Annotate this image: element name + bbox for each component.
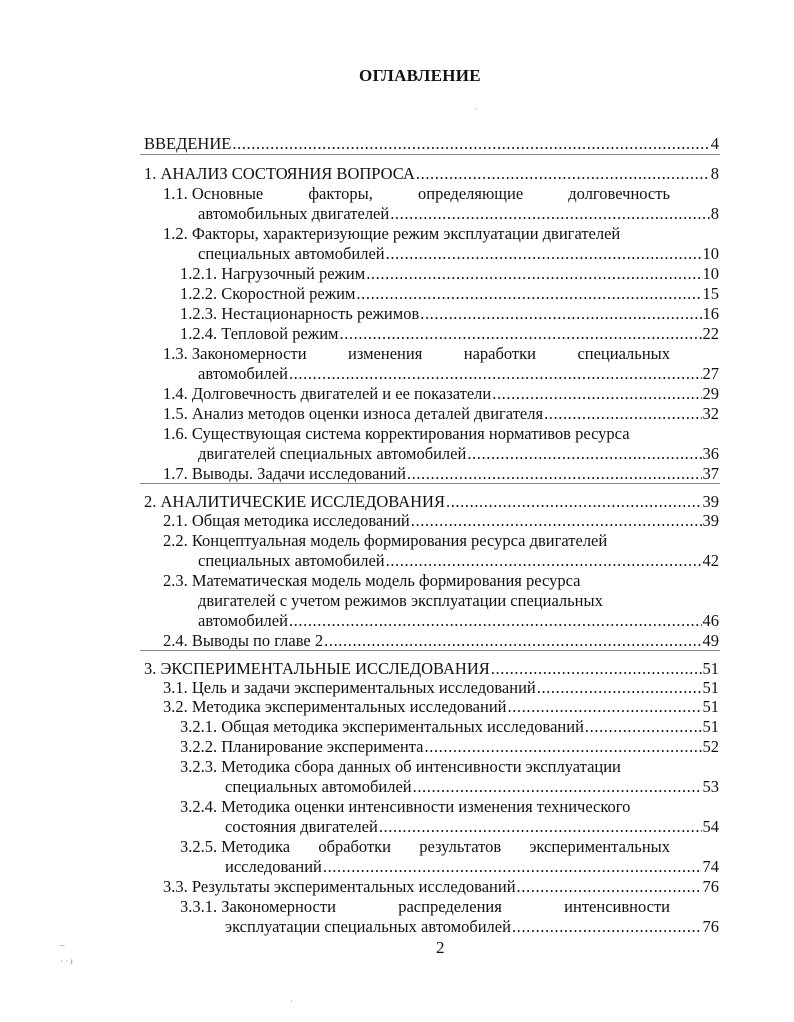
entry-page: 46 [702, 611, 719, 630]
dot-leader [356, 284, 701, 304]
toc-entry-3-2-4-line1 [180, 797, 630, 817]
entry-page: 22 [702, 324, 719, 343]
entry-page: 16 [702, 304, 719, 323]
entry-page: 76 [702, 917, 719, 936]
entry-title: 3.1. Цель и задачи экспериментальных исследований [163, 678, 536, 697]
entry-page: 4 [710, 134, 719, 153]
toc-entry-3-2-5[interactable] [225, 857, 719, 877]
toc-entry-3-2-3-line1 [180, 757, 621, 777]
toc-entry-2-3-line1 [163, 571, 580, 591]
entry-page: 51 [702, 697, 719, 716]
entry-title: специальных автомобилей [225, 777, 412, 796]
scan-speck: · [290, 996, 293, 1006]
word: факторы, [308, 184, 373, 203]
word: долговечность [568, 184, 670, 203]
toc-entry-1-3[interactable] [198, 364, 719, 384]
divider [140, 154, 720, 155]
entry-page: 36 [702, 444, 719, 463]
word: определяющие [417, 184, 524, 203]
entry-page: 8 [710, 164, 719, 183]
toc-entry-1-2-3[interactable] [180, 304, 719, 324]
entry-title: состояния двигателей [225, 817, 378, 836]
dot-leader [379, 817, 702, 837]
word: 3.2.5. Методика [180, 837, 291, 856]
dot-leader [386, 244, 702, 264]
entry-title: эксплуатации специальных автомобилей [225, 917, 511, 936]
toc-entry-chapter-3[interactable] [144, 659, 719, 679]
entry-page: 37 [702, 464, 719, 483]
dot-leader [585, 717, 702, 737]
entry-page: 39 [702, 511, 719, 530]
entry-page: 42 [702, 551, 719, 570]
toc-entry-2-3-line2 [198, 591, 603, 611]
entry-title: автомобилей [198, 611, 288, 630]
dot-leader [386, 551, 702, 571]
toc-entry-introduction[interactable] [144, 134, 719, 154]
dot-leader [467, 444, 701, 464]
toc-entry-1-6-line1 [163, 424, 630, 444]
entry-title: 2. АНАЛИТИЧЕСКИЕ ИССЛЕДОВАНИЯ [144, 492, 445, 511]
word: 3.3.1. Закономерности [180, 897, 336, 916]
scan-speck: · [474, 104, 477, 114]
word: изменения [348, 344, 423, 363]
entry-title: 3.2.2. Планирование эксперимента [180, 737, 424, 756]
dot-leader [491, 659, 702, 679]
toc-entry-3-3[interactable] [163, 877, 719, 897]
entry-title: специальных автомобилей [198, 551, 385, 570]
toc-entry-1-2[interactable] [198, 244, 719, 264]
entry-title: автомобильных двигателей [198, 204, 390, 223]
entry-title: 2.2. Концептуальная модель формирования ресурса двигателей [163, 531, 608, 550]
entry-title: 1.2.1. Нагрузочный режим [180, 264, 366, 283]
toc-entry-2-1[interactable] [163, 511, 719, 531]
dot-leader [416, 164, 710, 184]
dot-leader [517, 877, 702, 897]
dot-leader [407, 464, 702, 484]
entry-title: 1.6. Существующая система корректирования нормативов ресурса [163, 424, 630, 443]
dot-leader [544, 404, 701, 424]
divider [140, 650, 720, 651]
word: экспериментальных [529, 837, 670, 856]
toc-entry-1-2-1[interactable] [180, 264, 719, 284]
entry-title: 1.5. Анализ методов оценки износа деталей двигателя [163, 404, 544, 423]
entry-page: 76 [702, 877, 719, 896]
toc-entry-1-7[interactable] [163, 464, 719, 484]
entry-title: автомобилей [198, 364, 288, 383]
toc-entry-2-3[interactable] [198, 611, 719, 631]
toc-entry-3-2-5-line1 [180, 837, 670, 857]
dot-leader [424, 737, 701, 757]
dot-leader [232, 134, 709, 154]
entry-title: 3.3. Результаты экспериментальных исследований [163, 877, 516, 896]
word: специальных [577, 344, 670, 363]
word: 1.1. Основные [163, 184, 264, 203]
toc-entry-2-4[interactable] [163, 631, 719, 651]
entry-title: 2.4. Выводы по главе 2 [163, 631, 324, 650]
entry-page: 15 [702, 284, 719, 303]
toc-entry-2-2[interactable] [198, 551, 719, 571]
dot-leader [446, 492, 702, 512]
dot-leader [411, 511, 702, 531]
entry-title: 1.2. Факторы, характеризующие режим эксплуатации двигателей [163, 224, 621, 243]
dot-leader [507, 697, 701, 717]
toc-entry-1-2-4[interactable] [180, 324, 719, 344]
entry-title: 1.2.3. Нестационарность режимов [180, 304, 420, 323]
entry-title: 2.1. Общая методика исследований [163, 511, 410, 530]
entry-title: 1.4. Долговечность двигателей и ее показатели [163, 384, 492, 403]
toc-entry-3-3-1-line1 [180, 897, 670, 917]
toc-entry-1-3-line1 [163, 344, 670, 364]
dot-leader [339, 324, 701, 344]
entry-page: 53 [702, 777, 719, 796]
toc-entry-1-2-line1 [163, 224, 620, 244]
entry-page: 51 [702, 678, 719, 697]
toc-entry-1-4[interactable] [163, 384, 719, 404]
dot-leader [323, 857, 702, 877]
toc-entry-3-2-4[interactable] [225, 817, 719, 837]
entry-page: 27 [702, 364, 719, 383]
word: результатов [419, 837, 502, 856]
entry-page: 52 [702, 737, 719, 756]
entry-title: 1.2.2. Скоростной режим [180, 284, 356, 303]
word: интенсивности [564, 897, 670, 916]
entry-title: 3.2. Методика экспериментальных исследований [163, 697, 507, 716]
dot-leader [512, 917, 702, 937]
word: обработки [318, 837, 392, 856]
entry-page: 32 [702, 404, 719, 423]
entry-title: исследований [225, 857, 322, 876]
entry-page: 54 [702, 817, 719, 836]
entry-title: двигателей с учетом режимов эксплуатации специальных [198, 591, 603, 610]
dot-leader [324, 631, 701, 651]
page-number: 2 [436, 938, 445, 957]
entry-page: 10 [702, 264, 719, 283]
entry-title: 3.2.3. Методика сбора данных об интенсивности эксплуатации [180, 757, 621, 776]
toc-entry-3-1[interactable] [163, 678, 719, 698]
entry-page: 10 [702, 244, 719, 263]
entry-page: 49 [702, 631, 719, 650]
toc-entry-1-1[interactable] [198, 204, 719, 224]
entry-page: 51 [702, 659, 719, 678]
word: распределения [398, 897, 502, 916]
toc-entry-chapter-2[interactable] [144, 492, 719, 512]
dot-leader [537, 678, 702, 698]
entry-title: 2.3. Математическая модель модель формирования ресурса [163, 571, 581, 590]
entry-title: 1.7. Выводы. Задачи исследований [163, 464, 406, 483]
dot-leader [289, 364, 702, 384]
scan-speck: · · ı [60, 956, 73, 966]
toc-entry-1-1-line1 [163, 184, 670, 204]
dot-leader [420, 304, 701, 324]
entry-title: ВВЕДЕНИЕ [144, 134, 232, 153]
dot-leader [492, 384, 701, 404]
toc-entry-1-6[interactable] [198, 444, 719, 464]
divider [140, 483, 720, 484]
dot-leader [413, 777, 702, 797]
entry-page: 29 [702, 384, 719, 403]
entry-title: 1. АНАЛИЗ СОСТОЯНИЯ ВОПРОСА [144, 164, 415, 183]
scan-speck: – [60, 940, 65, 950]
entry-page: 39 [702, 492, 719, 511]
toc-entry-3-2[interactable] [163, 697, 719, 717]
page-title: ОГЛАВЛЕНИЕ [359, 66, 481, 85]
toc-entry-2-2-line1 [163, 531, 607, 551]
entry-title: 3.2.1. Общая методика экспериментальных исследований [180, 717, 584, 736]
entry-title: 3. ЭКСПЕРИМЕНТАЛЬНЫЕ ИССЛЕДОВАНИЯ [144, 659, 490, 678]
word: наработки [463, 344, 536, 363]
toc-entry-1-5[interactable] [163, 404, 719, 424]
toc-entry-3-2-3[interactable] [225, 777, 719, 797]
toc-entry-3-3-1[interactable] [225, 917, 719, 937]
toc-entry-3-2-2[interactable] [180, 737, 719, 757]
dot-leader [390, 204, 710, 224]
entry-page: 74 [702, 857, 719, 876]
toc-entry-3-2-1[interactable] [180, 717, 719, 737]
dot-leader [289, 611, 702, 631]
word: 1.3. Закономерности [163, 344, 307, 363]
entry-title: 1.2.4. Тепловой режим [180, 324, 339, 343]
toc-entry-1-2-2[interactable] [180, 284, 719, 304]
entry-page: 8 [710, 204, 719, 223]
entry-title: двигателей специальных автомобилей [198, 444, 467, 463]
entry-title: специальных автомобилей [198, 244, 385, 263]
entry-title: 3.2.4. Методика оценки интенсивности изменения технического [180, 797, 631, 816]
entry-page: 51 [702, 717, 719, 736]
dot-leader [366, 264, 701, 284]
toc-entry-chapter-1[interactable] [144, 164, 719, 184]
